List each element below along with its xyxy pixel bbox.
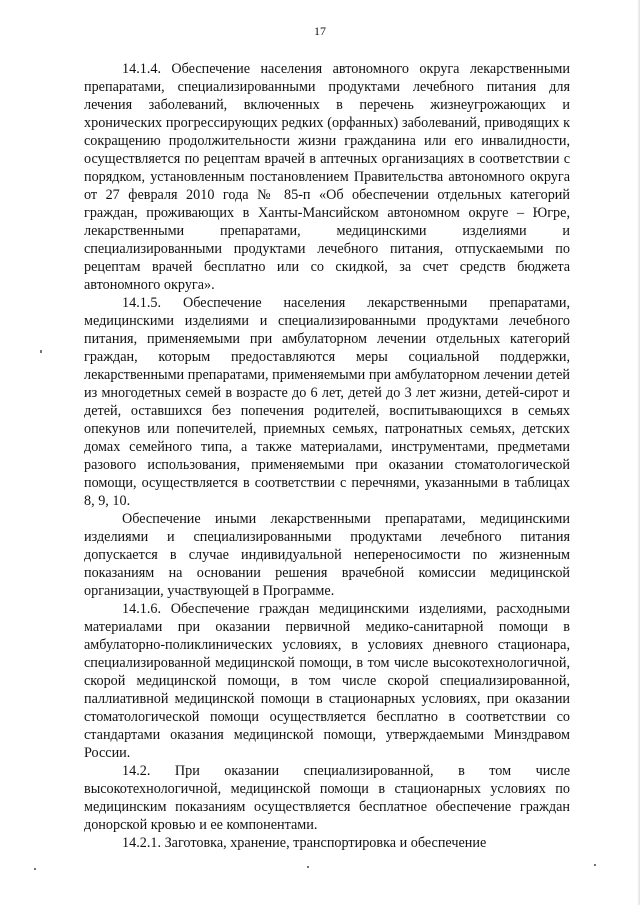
page-number: 17	[314, 24, 326, 38]
paragraph-other-supply: Обеспечение иными лекарственными препаратами, медицинскими изделиями и специализированными продуктами лечебного питания допускается в случае индивидуальной непереносимости по жизненным показаниям на основании решения врачебной комиссии медицинской организации, участвующей в Программе.	[84, 511, 570, 599]
scan-dot-left	[34, 868, 36, 870]
paragraph-14-2: 14.2. При оказании специализированной, в том числе высокотехнологичной, медицинской помощи в стационарных условиях по медицинским показаниям осуществляется бесплатное обеспечение граждан донорской кровью и ее компонентами.	[84, 763, 570, 833]
paragraph-14-2-1: 14.2.1. Заготовка, хранение, транспортировка и обеспечение	[122, 835, 487, 851]
paragraph-14-1-6: 14.1.6. Обеспечение граждан медицинскими изделиями, расходными материалами при оказании первичной медико-санитарной помощи в амбулаторно-поликлинических условиях, в условиях дневного стационара, специализированной медицинской помощи, в том числе высокотехнологичной, скорой медицинской помощи, в том числе скорой специализированной, паллиативной медицинской помощи в стационарных условиях, при оказании стоматологической помощи осуществляется бесплатно в соответствии со стандартами оказания медицинской помощи, утверждаемыми Минздравом России.	[84, 601, 570, 761]
document-body	[84, 60, 570, 852]
margin-scan-mark	[40, 350, 42, 353]
scan-dot-center	[307, 866, 309, 868]
scan-dot-right	[594, 864, 596, 866]
paragraph-14-1-4: 14.1.4. Обеспечение населения автономного округа лекарственными препаратами, специализированными продуктами лечебного питания для лечения заболеваний, включенных в перечень жизнеугрожающих и хронических прогрессирующих редких (орфанных) заболеваний, приводящих к сокращению продолжительности жизни гражданина или его инвалидности, осуществляется по рецептам врачей в аптечных организациях в соответствии с порядком, установленным постановлением Правительства автономного округа от 27 февраля 2010 года № 85-п «Об обеспечении отдельных категорий граждан, проживающих в Ханты-Мансийском автономном округе – Югре, лекарственными препаратами, медицинскими изделиями и специализированными продуктами лечебного питания, отпускаемыми по рецептам врачей бесплатно или со скидкой, за счет средств бюджета автономного округа».	[84, 61, 570, 293]
paragraph-14-1-5: 14.1.5. Обеспечение населения лекарственными препаратами, медицинскими изделиями и специализированными продуктами лечебного питания, применяемыми при амбулаторном лечении отдельных категорий граждан, которым предоставляются меры социальной поддержки, лекарственными препаратами, применяемыми при амбулаторном лечении детей из многодетных семей в возрасте до 6 лет, детей до 3 лет жизни, детей-сирот и детей, оставшихся без попечения родителей, воспитывающихся в семьях опекунов или попечителей, приемных семьях, патронатных семьях, детских домах семейного типа, а также материалами, инструментами, предметами разового использования, применяемыми при оказании стоматологической помощи, осуществляется в соответствии с перечнями, указанными в таблицах 8, 9, 10.	[84, 295, 570, 509]
